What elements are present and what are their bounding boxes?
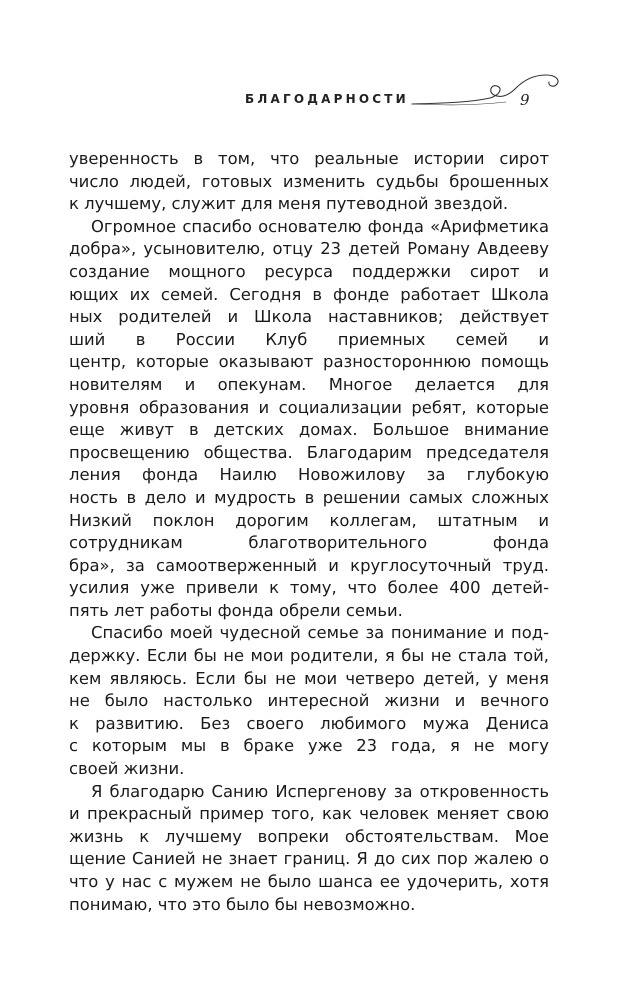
text-line: ющих их семей. Сегодня в фонде работает Школа xyxy=(69,284,549,304)
text-line: понимаю, что это было бы невозможно. xyxy=(69,894,416,914)
text-line: еще живут в детских домах. Большое внимание xyxy=(69,420,549,440)
text-line: к развитию. Без своего любимого мужа Дениса xyxy=(69,713,549,733)
text-line: новителям и опекунам. Многое делается для xyxy=(69,374,549,394)
text-line: Низкий поклон дорогим коллегам, штатным и xyxy=(69,510,549,530)
text-line: своей жизни. xyxy=(69,759,185,779)
page-header xyxy=(0,0,620,130)
text-line: уверенность в том, что реальные истории сирот xyxy=(69,149,549,168)
text-line: число людей, готовых изменить судьбы брошенных xyxy=(69,171,549,191)
text-line: центр, которые оказывают разностороннюю помощь xyxy=(69,352,549,372)
text-line: создание мощного ресурса поддержки сирот и xyxy=(69,261,549,281)
text-line: и прекрасный пример того, как человек меняет свою xyxy=(69,804,549,824)
text-line: кем являюсь. Если бы не мои четверо детей, у меня xyxy=(69,668,549,688)
text-line: ления фонда Наилю Новожилову за глубокую xyxy=(69,465,549,485)
text-line: пять лет работы фонда обрели семьи. xyxy=(69,600,403,620)
text-line: что у нас с мужем не было шанса ее удочерить, хотя xyxy=(69,872,549,891)
text-line: Огромное спасибо основателю фонда «Арифметика xyxy=(91,216,549,236)
text-line: к лучшему, служит для меня путеводной звездой. xyxy=(69,194,509,214)
text-line: усилия уже привели к тому, что более 400 детей- xyxy=(69,578,549,598)
ornament-flourish-icon xyxy=(410,70,570,115)
text-line: жизнь к лучшему вопреки обстоятельствам. Мое xyxy=(69,826,549,846)
text-line: сотрудникам благотворительного фонда xyxy=(69,533,549,553)
text-line: Спасибо моей чудесной семье за понимание и под- xyxy=(91,623,549,643)
page-number: 9 xyxy=(520,91,530,109)
text-line: добра», усыновителю, отцу 23 детей Роману Авдееву xyxy=(69,239,549,259)
text-line: ность в дело и мудрость в решении самых сложных xyxy=(69,487,549,507)
text-line: Я благодарю Санию Испергенову за откровенность xyxy=(91,781,549,801)
body-text xyxy=(69,148,549,916)
section-title: БЛАГОДАРНОСТИ xyxy=(245,92,409,106)
text-line: просвещению общества. Благодарим председателя xyxy=(69,442,549,462)
text-line: бра», за самоотверженный и круглосуточный труд. xyxy=(69,555,549,575)
text-line: с которым мы в браке уже 23 года, я не могу xyxy=(69,736,549,756)
text-line: не было настолько интересной жизни и вечного xyxy=(69,691,549,711)
text-line: держку. Если бы не мои родители, я бы не стала той, xyxy=(69,646,549,666)
text-line: ных родителей и Школа наставников; действует xyxy=(69,307,549,327)
text-line: щение Санией не знает границ. Я до сих пор жалею о xyxy=(69,849,549,869)
text-line: ший в России Клуб приемных семей и xyxy=(69,329,549,349)
text-line: уровня образования и социализации ребят, которые xyxy=(69,397,549,417)
